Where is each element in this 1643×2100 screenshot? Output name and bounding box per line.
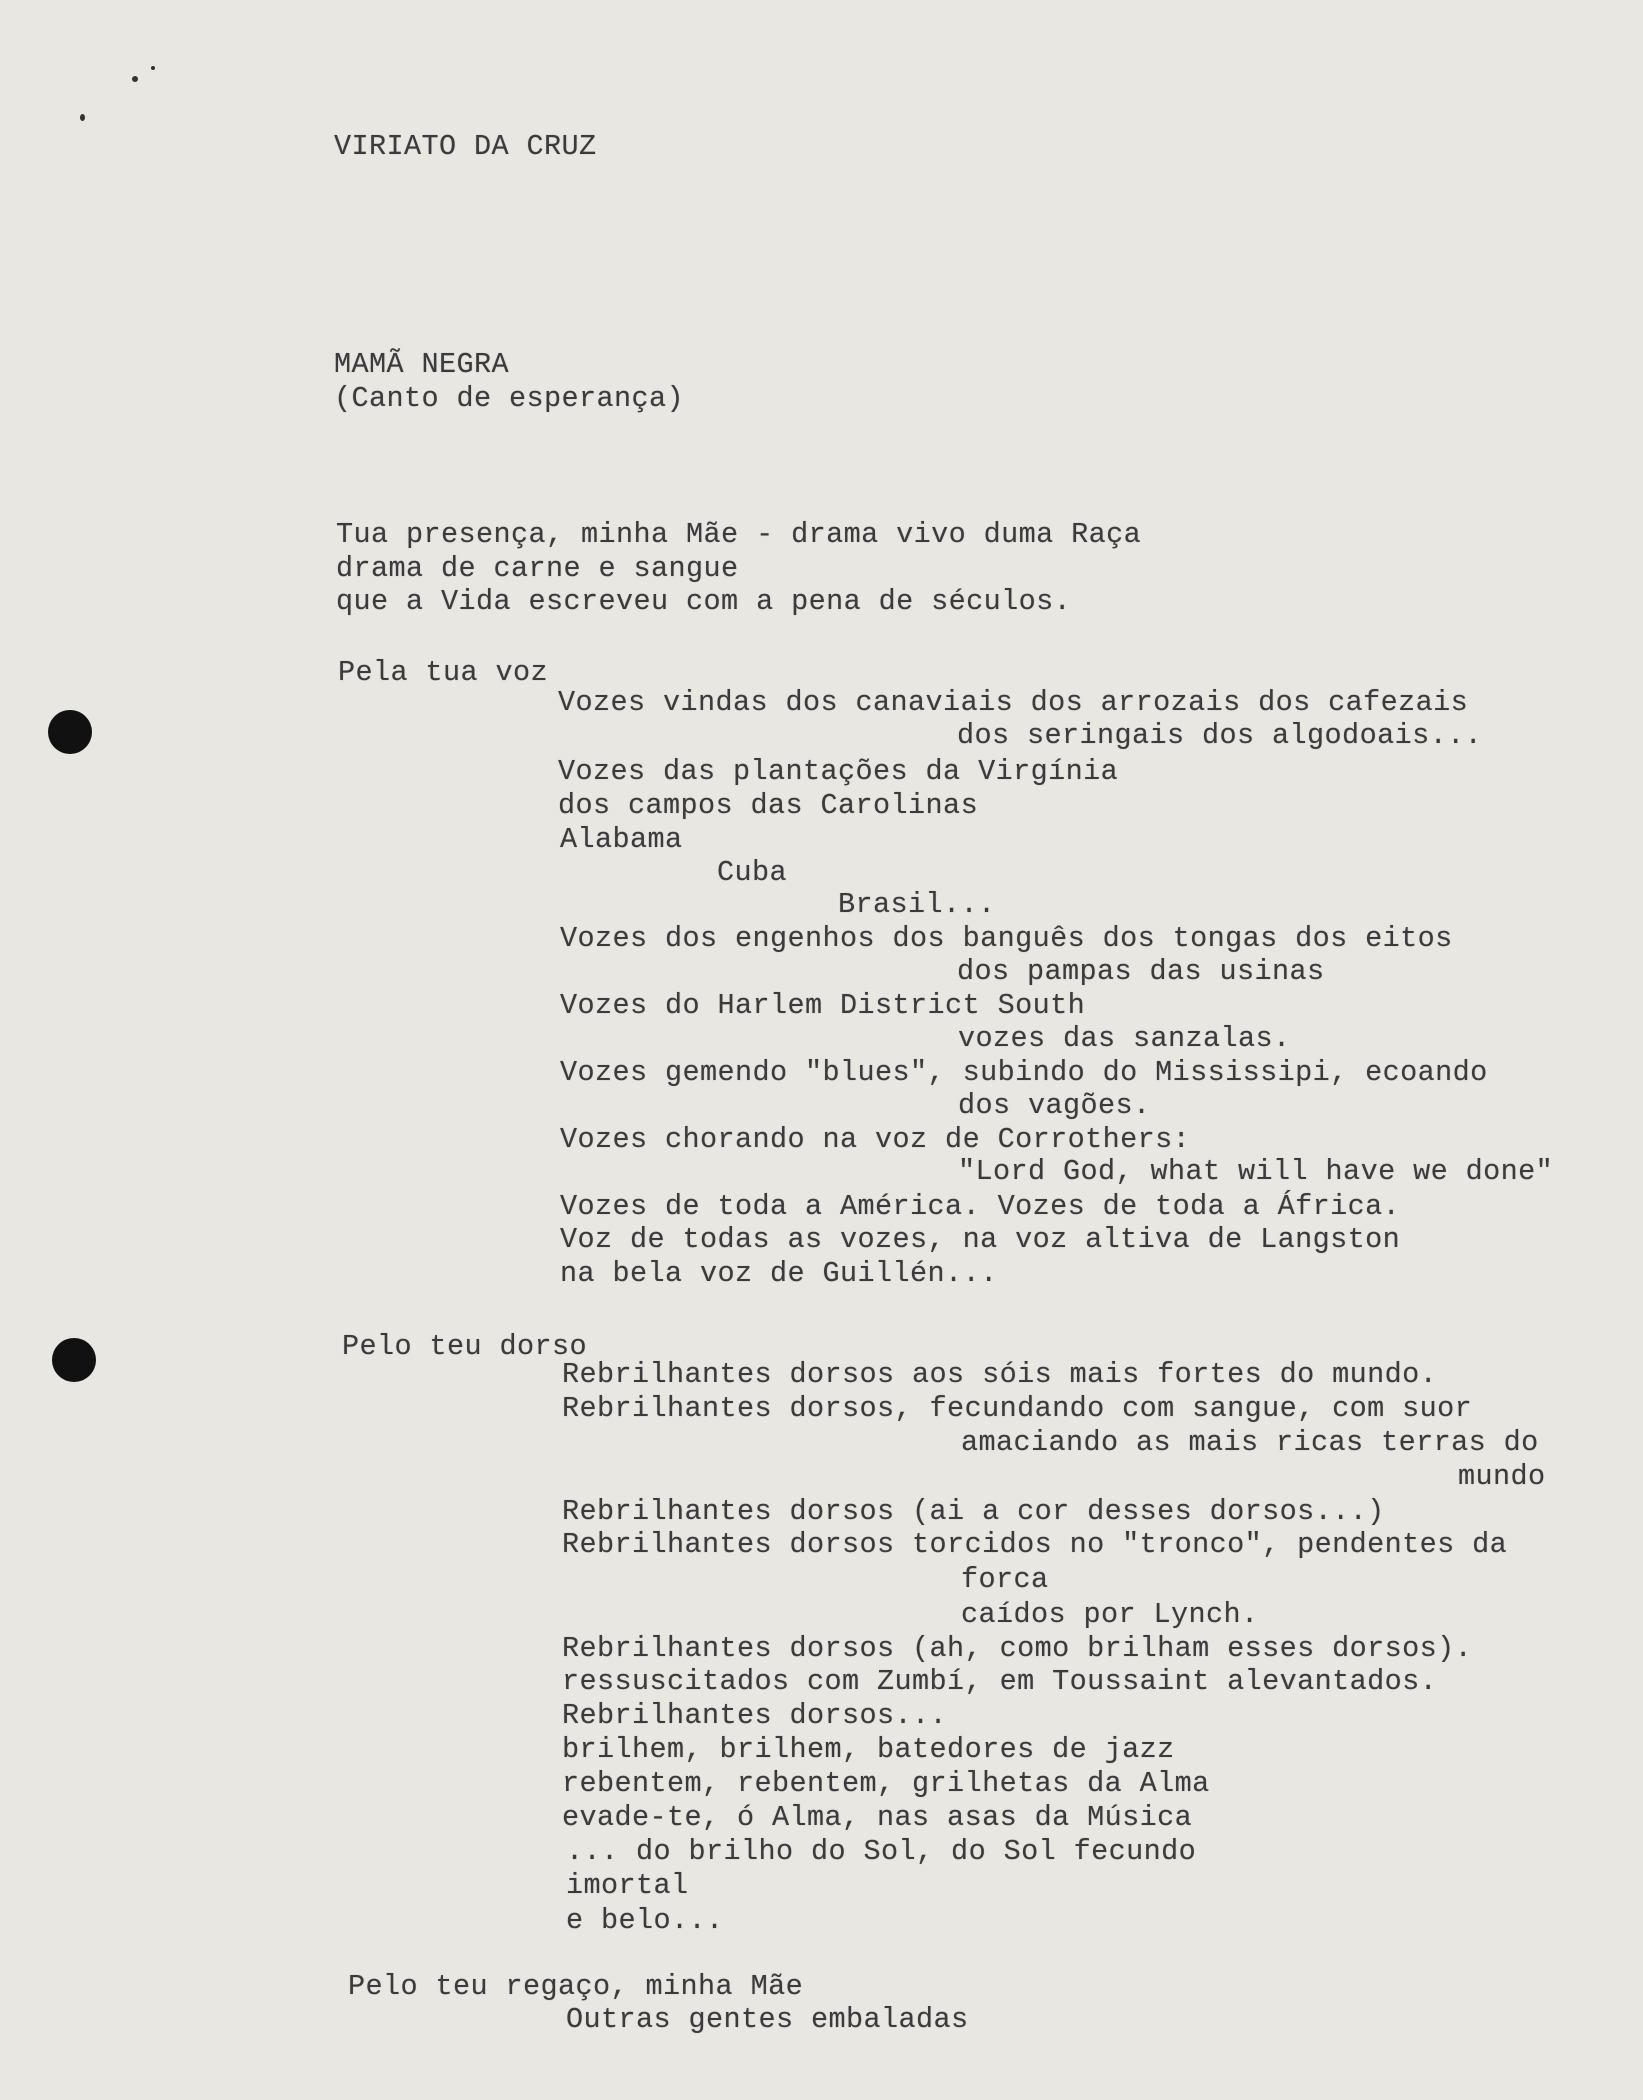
stanza-heading: Pelo teu regaço, minha Mãe xyxy=(348,1970,804,2003)
author-name: VIRIATO DA CRUZ xyxy=(334,130,597,163)
poem-line: Rebrilhantes dorsos torcidos no "tronco", pendentes da xyxy=(562,1528,1508,1561)
poem-line: dos campos das Carolinas xyxy=(558,789,979,822)
poem-line: vozes das sanzalas. xyxy=(958,1022,1291,1055)
poem-line: Vozes chorando na voz de Corrothers: xyxy=(560,1123,1191,1156)
poem-line: dos vagões. xyxy=(958,1089,1151,1122)
poem-line: Vozes das plantações da Virgínia xyxy=(558,755,1119,788)
poem-line: imortal xyxy=(566,1869,689,1902)
stanza-heading: Pela tua voz xyxy=(338,656,549,689)
binder-hole-bottom xyxy=(52,1338,96,1382)
binder-hole-top xyxy=(48,710,92,754)
poem-line: drama de carne e sangue xyxy=(336,552,739,585)
poem-line: Vozes de toda a América. Vozes de toda a África. xyxy=(560,1190,1401,1223)
poem-line: Tua presença, minha Mãe - drama vivo duma Raça xyxy=(336,518,1142,551)
ink-speck xyxy=(151,66,155,70)
poem-line: Outras gentes embaladas xyxy=(566,2003,969,2036)
poem-line: Rebrilhantes dorsos aos sóis mais fortes do mundo. xyxy=(562,1358,1438,1391)
ink-speck xyxy=(80,114,85,121)
poem-line: Rebrilhantes dorsos, fecundando com sangue, com suor xyxy=(562,1392,1473,1425)
poem-line: "Lord God, what will have we done" xyxy=(958,1155,1554,1188)
poem-line: Cuba xyxy=(717,856,788,889)
ink-speck xyxy=(132,76,138,82)
poem-line: e belo... xyxy=(566,1904,724,1937)
poem-line: Vozes dos engenhos dos banguês dos tongas dos eitos xyxy=(560,922,1453,955)
stanza-heading: Pelo teu dorso xyxy=(342,1330,588,1363)
poem-title: MAMÃ NEGRA xyxy=(334,348,510,381)
poem-line: ... do brilho do Sol, do Sol fecundo xyxy=(566,1835,1197,1868)
poem-line: Rebrilhantes dorsos (ai a cor desses dorsos...) xyxy=(562,1495,1385,1528)
poem-line: forca xyxy=(961,1563,1049,1596)
poem-line: Rebrilhantes dorsos... xyxy=(562,1699,948,1732)
poem-line: ressuscitados com Zumbí, em Toussaint alevantados. xyxy=(562,1665,1438,1698)
poem-line: Vozes vindas dos canaviais dos arrozais dos cafezais xyxy=(558,686,1469,719)
poem-line: caídos por Lynch. xyxy=(961,1598,1259,1631)
poem-line: Vozes gemendo "blues", subindo do Mississipi, ecoando xyxy=(560,1056,1488,1089)
poem-line: rebentem, rebentem, grilhetas da Alma xyxy=(562,1767,1210,1800)
poem-line: que a Vida escreveu com a pena de séculos. xyxy=(336,585,1072,618)
poem-line: Voz de todas as vozes, na voz altiva de Langston xyxy=(560,1223,1401,1256)
poem-line: amaciando as mais ricas terras do xyxy=(961,1426,1539,1459)
poem-line: Rebrilhantes dorsos (ah, como brilham esses dorsos). xyxy=(562,1632,1473,1665)
poem-line: dos seringais dos algodoais... xyxy=(957,719,1483,752)
poem-line: evade-te, ó Alma, nas asas da Música xyxy=(562,1801,1193,1834)
poem-line: Alabama xyxy=(560,823,683,856)
poem-line: Brasil... xyxy=(838,888,996,921)
poem-subtitle: (Canto de esperança) xyxy=(334,382,685,415)
poem-line: dos pampas das usinas xyxy=(957,955,1325,988)
poem-line: brilhem, brilhem, batedores de jazz xyxy=(562,1733,1175,1766)
poem-line: na bela voz de Guillén... xyxy=(560,1257,998,1290)
poem-line: Vozes do Harlem District South xyxy=(560,989,1086,1022)
poem-line: mundo xyxy=(1458,1460,1546,1493)
